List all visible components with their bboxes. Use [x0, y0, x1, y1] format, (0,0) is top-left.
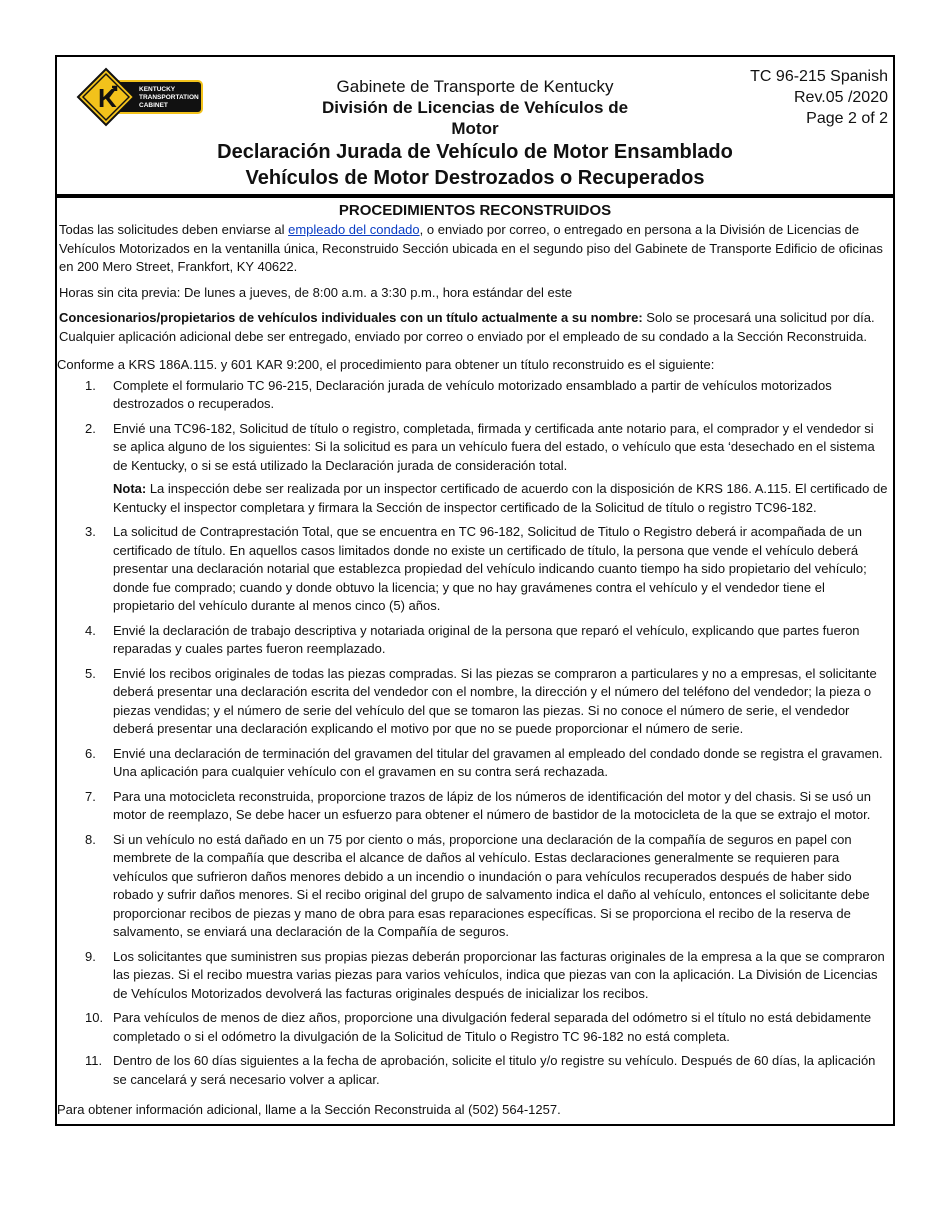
step-text: La solicitud de Contraprestación Total, que se encuentra en TC 96-182, Solicitud de Titulo o Registro deberá ir acompañada de un certificado de título. En aquellos casos limitados donde no existe un certificado de título, la persona que vende el vehículo deberá presentar una declaración notarial que establezca propiedad del vehículo indicando cuanto tiempo ha sido propietario del vehículo; donde fue comprado; cuando y donde obtuvo la licencia; y que no hay gravámenes contra el vehículo y el vendedor tiene el propietario del vehículo durante al menos cinco (5) años. [113, 524, 867, 613]
title-line-1: Declaración Jurada de Vehículo de Motor Ensamblado [217, 141, 733, 163]
logo-text-3: CABINET [139, 102, 168, 109]
step-number: 7. [85, 788, 96, 804]
procedure-step [59, 745, 889, 782]
division-name: División de Licencias de Vehículos de Motor [321, 98, 629, 138]
dealers-paragraph [59, 309, 889, 346]
step-note [113, 480, 889, 517]
step-text: Para una motocicleta reconstruida, proporcione trazos de lápiz de los números de identificación del motor y del chasis. Si se usó un motor de reemplazo, Se debe hacer un esfuerzo para obtener el número de bastidor de la motocicleta de la que se extrajo el motor. [113, 788, 872, 822]
step-text: Envié la declaración de trabajo descriptiva y notariada original de la persona que reparó el vehículo, explicando que partes fueron reparadas y cuales partes fueron reemplazado. [113, 622, 860, 656]
step-text: Para vehículos de menos de diez años, proporcione una divulgación federal separada del odómetro si el título no está debidamente completado o si el odómetro la divulgación de la Solicitud de Titulo o Registro TC 96-182 no está completa. [113, 1010, 872, 1044]
kentucky-transportation-cabinet-logo [76, 67, 204, 127]
dealers-label: Concesionarios/propietarios de vehículos individuales con un título actualmente a su nombre: [59, 310, 643, 325]
step-number: 11. [85, 1053, 103, 1068]
logo-text-2: TRANSPORTATION [139, 94, 199, 101]
main-content [59, 221, 889, 1095]
step-text: Envié una TC96-182, Solicitud de título o registro, completada, firmada y certificada ante notario para, el comprador y el vendedor si se aplica alguno de los siguientes: Si la solicitud es para un vehículo fuera del estado, o vehículo que esta ‘desechado en el sistema de Kentucky, o si se está utilizado la Declaración jurada de consideración total. [113, 420, 875, 473]
intro-text-2: , o enviado por correo, o entregado en persona a la División de Licencias de Vehículos Motorizados en la ventanilla única, Reconstruido Sección ubicada en el segundo piso del Gabinete de Transporte Edificio de oficinas en 200 Mero Street, Frankfort, KY 40622. [59, 222, 883, 274]
form-number: TC 96-215 Spanish [750, 68, 888, 85]
step-number: 10. [85, 1010, 104, 1025]
procedure-step [59, 831, 889, 942]
step-text: Dentro de los 60 días siguientes a la fecha de aprobación, solicite el titulo y/o registre su vehículo. Después de 60 días, la aplicación se cancelará y será necesario volver a aplicar. [113, 1053, 876, 1087]
dealers-text: Solo se procesará una solicitud por día. Cualquier aplicación adicional debe ser entregado, enviado por correo o enviado por el empleado de su condado a la Sección Reconstruida. [59, 310, 875, 344]
procedure-step [59, 377, 889, 414]
intro-text-1: Todas las solicitudes deben enviarse al [59, 222, 289, 237]
step-text: Los solicitantes que suministren sus propias piezas deberán proporcionar las facturas originales de la empresa a la que se compraron las piezas. Si el recibo muestra varias piezas para varios vehículos, indica que piezas van con la aplicación. La División de Licencias de Vehículos Motorizados devolverá las facturas originales después de inicializar los recibos. [113, 948, 885, 1001]
procedure-step [59, 1052, 889, 1089]
note-text: La inspección debe ser realizada por un inspector certificado de acuerdo con la disposición de KRS 186. A.115. El certificado de Kentucky el inspector completara y firmara la Sección de inspector certificado de la Solicitud de título o registro TC96-182. [113, 481, 888, 515]
svg-text:K: K [98, 83, 117, 113]
step-number: 6. [85, 745, 96, 761]
procedure-step [59, 788, 889, 825]
procedure-steps [59, 377, 889, 1090]
form-id-block [750, 66, 888, 129]
procedure-step [59, 665, 889, 739]
document-title [57, 139, 893, 191]
step-text: Envié una declaración de terminación del gravamen del titular del gravamen al empleado del condado donde se registra el gravamen. Una aplicación para cualquier vehículo con el gravamen en su contra será rechazada. [113, 745, 883, 779]
procedure-step [59, 948, 889, 1004]
intro-paragraph [59, 221, 889, 277]
procedure-lead: Conforme a KRS 186A.115. y 601 KAR 9:200, el procedimiento para obtener un título reconstruido es el siguiente: [57, 357, 715, 372]
title-line-2: Vehículos de Motor Destrozados o Recuperados [245, 167, 705, 189]
step-text: Envié los recibos originales de todas las piezas compradas. Si las piezas se compraron a particulares y no a empresas, el solicitante deberá presentar una declaración escrita del vendedor con el nombre, la dirección y el número del teléfono del vendedor; la pieza o piezas vendidas; y el número de serie del vehículo del que se tomaron las piezas. Si no conoce el número de serie, el vendedor deberá presentar una declaración explicando el motivo por que no se puede proporcionar el número de serie. [113, 665, 877, 736]
step-number: 5. [85, 665, 96, 681]
agency-name: Gabinete de Transporte de Kentucky [336, 77, 614, 96]
step-number: 3. [85, 524, 96, 539]
procedure-step [59, 1009, 889, 1046]
agency-heading [300, 76, 650, 139]
note-label: Nota: [113, 481, 147, 496]
procedure-step [59, 523, 889, 616]
step-text: Si un vehículo no está dañado en un 75 por ciento o más, proporcione una declaración de la compañía de seguros en papel con membrete de la compañía que describa el alcance de daños al vehículo. Estas declaraciones generalmente se requieren para vehículos que sufrieron daños menores debido a un incendio o inundación o para vehículos recuperados después de haber sido robado y sufrir daños menores. Si el recibo original del grupo de salvamento indica el daño al vehículo, entonces el solicitante debe proporcionar recibos de piezas y mano de obra para esas reparaciones específicas. Si se proporciona el recibo de la reserva de salvamento, se enviará una declaración de la Compañía de seguros. [113, 831, 870, 939]
hours-paragraph: Horas sin cita previa: De lunes a jueves, de 8:00 a.m. a 3:30 p.m., hora estándar del este [59, 284, 573, 300]
logo-text-1: KENTUCKY [139, 86, 176, 93]
step-number: 4. [85, 622, 96, 638]
form-revision: Rev.05 /2020 [794, 89, 888, 106]
step-number: 1. [85, 377, 96, 393]
step-number: 9. [85, 948, 96, 964]
county-clerk-link[interactable]: empleado del condado [288, 222, 420, 237]
procedure-step [59, 420, 889, 518]
step-number: 8. [85, 831, 96, 847]
step-text: Complete el formulario TC 96-215, Declaración jurada de vehículo motorizado ensamblado a partir de vehículos motorizados destrozados o recuperados. [113, 377, 832, 411]
section-title: PROCEDIMIENTOS RECONSTRUIDOS [338, 202, 612, 219]
footer-contact: Para obtener información adicional, llame a la Sección Reconstruida al (502) 564-1257. [57, 1102, 561, 1117]
page-indicator: Page 2 of 2 [806, 110, 888, 127]
step-number: 2. [85, 420, 96, 436]
procedure-step [59, 622, 889, 659]
